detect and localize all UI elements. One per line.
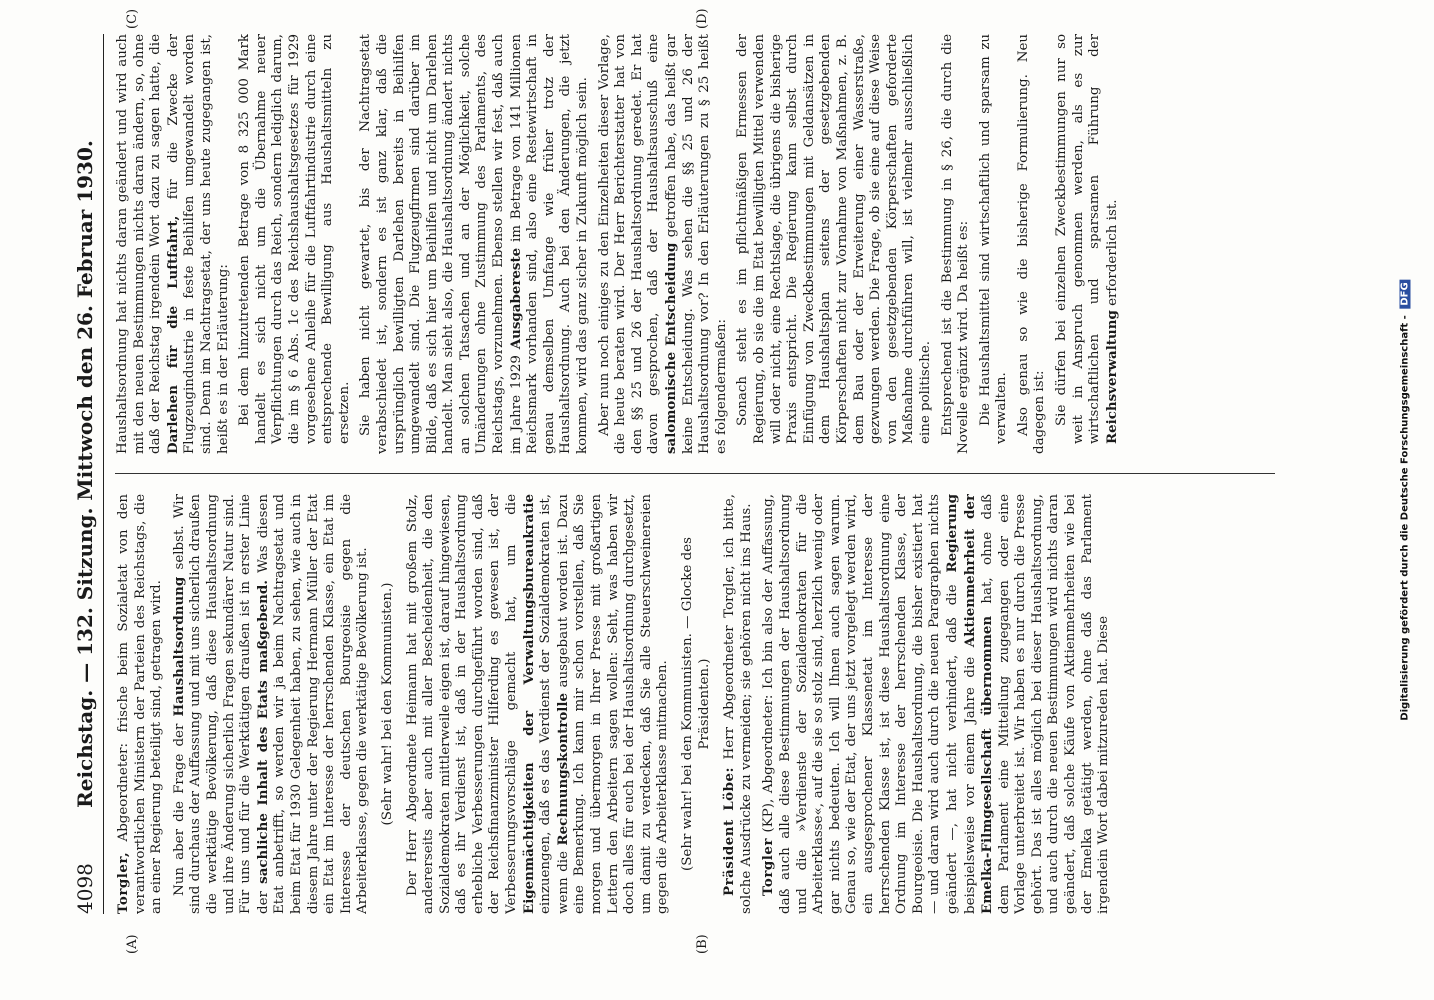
text-run: Nun aber die Frage der [171,723,187,896]
text-run: Sie dürfen bei einzelnen Zweckbestimmungen nur so weit in Anspruch genommen werden, als es zur wirtschaftlichen und sparsamen Führung der [1054,34,1103,444]
paragraph [405,494,673,914]
text-run: Sie haben nicht gewartet, bis der Nachtragsetat verabschiedet ist, sondern es ist ganz klar, daß die ursprünglich bewilligten Darlehen bereits in Beihilfen umgewandelt sind. Die Flugzeugfirmen sind darüber im Bilde, daß es sich hier um Beihilfen und nicht um Darlehen handelt. Man sieht also, die Haushaltsordnung ändert nichts an solchen Tatsachen und an der Möglichkeit, solche Umänderungen ohne Zustimmung des Parlaments, des Reichstags, vorzunehmen. Ebenso stellen wir fest, daß auch im Jahre 1929 [358,34,524,454]
text-run: Der Herr Abgeordnete Heimann hat mit großem Stolz, andererseits aber auch mit aller Bescheidenheit, die den Sozialdemokraten mittlerweile eigen ist, darauf hingewiesen, daß es ihr Verdienst ist, daß in der Haushaltsordnung erhebliche Verbesserungen durchgeführt worden sind, daß der Reichsfinanzminister Hilferding es gewesen ist, der Verbesserungsvorschläge gemacht hat, um die [404,494,520,914]
emphasis: sachliche Inhalt des Etats maßgebend. [254,580,271,884]
text-run: Aber nun noch einiges zu den Einzelheiten dieser Vorlage, die heute beraten wird. Der Herr Berichterstatter hat von den §§ 25 und 26 der Haushaltsordnung geredet. Er hat davon gesprochen, daß der Haushaltsausschuß eine [596,34,662,454]
paragraph [358,34,591,454]
page-title: Reichstag. — 132. Sitzung. Mittwoch den 26. Februar 1930. [73,140,97,808]
credit-text: Digitalisierung gefördert durch die Deutsche Forschungsgemeinschaft - [1399,315,1411,721]
text-run: hat, ohne daß dem Parlament eine Mitteilung zugegangen oder eine Vorlage unterbreitet ist. Wir haben es nur durch die Presse gehört. Das ist alles möglich bei dieser Haushaltsordnung, und auch durch die neuen Bestimmungen wird nichts daran geändert, daß solche Käufe von Aktienmehrheiten wie bei der Emelka getätigt werden, ohne daß das Parlament irgendein Wort dabei mitzureden hat. Diese [980,494,1112,914]
quote [1054,34,1121,454]
emphasis: Eigenmächtigkeiten der Verwaltungsbureaukratie [520,494,537,914]
paragraph [115,34,232,454]
emphasis: salomonische Entscheidung [663,242,679,454]
interjection: (Sehr wahr! bei den Kommunisten.) [379,582,395,826]
emphasis: Reichsverwaltung [1103,310,1120,444]
speaker-name: Torgler [760,838,777,896]
text-run: getroffen habe, das heißt gar keine Entscheidung. Was sehen die §§ 25 und 26 der Haushaltsordnung vor? In den Erläuterungen zu § 25 heißt es folgendermaßen: [664,34,729,454]
quote: Die Haushaltsmittel sind wirtschaftlich und sparsam zu verwalten. [977,34,1010,444]
text-run: ausgebaut worden ist. Dazu eine Bemerkung. Ich kann mir schon vorstellen, daß Sie morgen und übermorgen in Ihrer Presse mit großartigen Lettern den Arbeitern sagen wollen: Seht, was haben wir doch alles für euch bei der Haushaltsordnung durchgesetzt, um damit zu verdecken, daß Sie alle Steuerschweinereien gegen die Arbeiterklasse mitmachen. [555,494,671,914]
paragraph [721,494,755,914]
column-separator [115,473,1275,474]
interjection: (Sehr wahr! bei den Kommunisten. — Glocke des Präsidenten.) [680,537,712,871]
emphasis: Regierung [943,494,960,573]
emphasis: Ausgabereste [507,247,524,350]
emphasis: Haushaltsordnung [170,576,187,717]
page-header [73,34,104,914]
text-run: für die Zwecke der Flugzeugindustrie in feste Beihilfen umgewandelt worden sind. Denn im Nachtragsetat, der uns heute zugegangen ist, heißt es in der Erläuterung: [165,34,231,454]
margin-mark-d: (D) [695,8,710,29]
speaker-name: Torgler, [115,851,131,914]
paragraph [115,494,166,914]
speaker-role: Abgeordneter: [116,742,131,842]
digitization-credit [1400,279,1411,720]
left-column [115,494,1275,914]
text-run: selbst. Wir sind durchaus der Auffassung und mit uns sicherlich draußen die werktätige Bevölkerung, daß diese Haushaltsordnung und ihre Änderung sicherlich Fragen sekundärer Natur sind. Für uns und für die Werktätigen draußen ist in erster Linie der [171,494,271,914]
text-run: einzuengen, daß es das Verdienst der Sozialdemokraten ist, wenn die [538,494,571,914]
text-run: beispielsweise vor einem Jahre die [962,656,978,914]
margin-mark-b: (B) [695,934,710,954]
text-run: Was diesen Etat anbetrifft, so werden wir ja beim Nachtragsetat und beim Etat für 1930 Gelegenheit haben, zu sehen, wie auch in diesem Jahre unter der Regierung Hermann Müller der Etat ein Etat im Interesse der herrschenden Klasse, ein Etat im Interesse der deutschen Bourgeoisie gegen die Arbeiterklasse, gegen die werktätige Bevölkerung ist. [255,494,371,914]
text-run: (KP), Abgeordneter: Ich bin also der Auffassung, daß auch alle diese Bestimmungen der Haushaltsordnung und die »Verdienste der Sozialdemokraten für die Arbeiterklasse«, auf die sie so stolz sind, herzlich wenig oder gar nichts bedeuten. Ich will Ihnen auch sagen warum. Genau so, wie der Etat, der uns jetzt vorgelegt werden wird, ein ausgesprochener Klassenetat im Interesse der herrschenden Klasse ist, ist diese Haushaltsordnung eine Ordnung im Interesse der herrschenden Klasse, der Bourgeoisie. Die Haushaltsordnung, die bisher existiert hat — und daran wird auch durch die neuen Paragraphen nichts geändert —, hat nicht verhindert, daß die [761,494,960,914]
emphasis: Rechnungskontrolle [554,693,571,846]
right-column [115,34,1275,454]
emphasis: Darlehen für die Luftfahrt, [164,215,181,454]
speaker-name: Präsident Löbe: [721,767,738,896]
paragraph: Also genau so wie die bisherige Formulierung. Neu dagegen ist: [1015,34,1048,454]
page-number: 4098 [73,863,97,914]
text-run: Haushaltsordnung hat nichts daran geändert und wird auch mit den neuen Bestimmungen nichts daran ändern, so, ohne daß der Reichstag irgendein Wort dazu zu sagen hatte, die [115,34,164,454]
paragraph [760,494,1112,914]
paragraph [171,494,372,914]
margin-mark-c: (C) [125,8,140,29]
emphasis: Aktienmehrheit der Emelka-Filmgesellschaft übernommen [961,494,996,914]
quote: Sonach steht es im pflichtmäßigen Ermessen der Regierung, ob sie die im Etat bewilligten Mittel verwenden will oder nicht, eine Rechtslage, die übrigens die bisherige Praxis entspricht. Die Regierung kann selbst durch Einfügung von Zweckbestimmungen mit Geldansätzen in dem Haushaltsplan seitens der gesetzgebenden Körperschaften nicht zur Vornahme von Maßnahmen, z. B. dem Bau oder der Erweiterung einer Wasserstraße, gezwungen werden. Die Frage, ob sie eine auf diese Weise von den gesetzgebenden Körperschaften geforderte Maßnahme durchführen will, ist vielmehr ausschließlich eine politische. [735,34,933,444]
paragraph [597,34,731,454]
quote: Bei dem hinzutretenden Betrage von 8 325 000 Mark handelt es sich nicht um die Übernahme neuer Verpflichtungen durch das Reich, sondern lediglich darum, die im § 6 Abs. 1c des Reichshaushaltsgesetzes für 1929 vorgesehene Anleihe für die Luftfahrtindustrie durch eine entsprechende Bewilligung aus Haushaltsmitteln zu ersetzen. [237,34,352,444]
text-run: im Betrage von 141 Millionen Reichsmark vorhanden sind, also eine Restewirtschaft in genau demselben Umfange wie früher trotz der Haushaltsordnung. Auch bei den Änderungen, die jetzt kommen, wird das ganz sicher in Zukunft möglich sein. [508,34,591,454]
margin-mark-a: (A) [125,934,140,954]
paragraph: Entsprechend ist die Bestimmung in § 26, die durch die Novelle ergänzt wird. Da heißt es: [939,34,972,454]
text-run: erforderlich ist. [1104,199,1120,306]
dfg-logo: DFG [1400,279,1411,308]
text-run: Herr Abgeordneter Torgler, ich bitte, solche Ausdrücke zu vermeiden; sie gehören nicht ins Haus. [722,494,754,914]
document-page [55,8,1295,954]
paragraph-text: frische beim Sozialetat von den verantwortlichen Ministern der Parteien des Reichstags, die an einer Regierung beteiligt sind, getragen wird. [116,494,165,914]
